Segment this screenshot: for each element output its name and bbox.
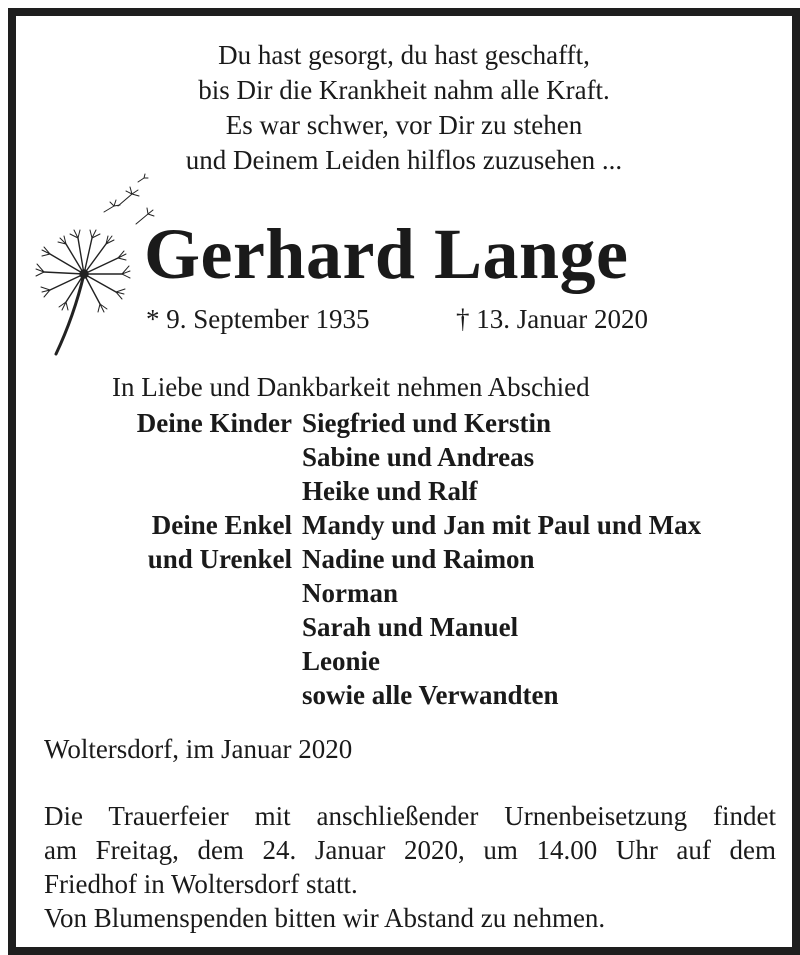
group-label-children: Deine Kinder: [136, 408, 292, 438]
poem-line: Es war schwer, vor Dir zu stehen: [225, 110, 583, 140]
family-name: sowie alle Verwandten: [302, 680, 559, 710]
family-name: Heike und Ralf: [302, 476, 478, 506]
dandelion-icon: [26, 166, 156, 356]
family-name: Siegfried und Kerstin: [302, 408, 552, 438]
death-date: † 13. Januar 2020: [456, 304, 648, 334]
group-label-grandchildren: Deine Enkel: [151, 510, 292, 540]
obituary-frame: [8, 8, 800, 955]
place-date: Woltersdorf, im Januar 2020: [44, 734, 353, 764]
group-label-great-grandchildren: und Urenkel: [147, 544, 292, 574]
family-name: Sabine und Andreas: [302, 442, 535, 472]
funeral-notice: [44, 799, 776, 935]
notice-line: am Freitag, dem 24. Januar 2020, um 14.00 Uhr auf dem: [44, 835, 776, 865]
deceased-name: Gerhard Lange: [144, 214, 629, 294]
family-name: Norman: [302, 578, 398, 608]
notice-line: Friedhof in Woltersdorf statt.: [44, 869, 358, 899]
poem-line: und Deinem Leiden hilflos zuzusehen ...: [185, 145, 623, 175]
notice-line: Die Trauerfeier mit anschließender Urnenbeisetzung findet: [44, 801, 776, 831]
poem: [16, 38, 792, 178]
poem-line: bis Dir die Krankheit nahm alle Kraft.: [198, 75, 610, 105]
family-name: Leonie: [302, 646, 380, 676]
farewell-intro: In Liebe und Dankbarkeit nehmen Abschied: [112, 372, 590, 402]
family-name: Nadine und Raimon: [302, 544, 535, 574]
notice-line: Von Blumenspenden bitten wir Abstand zu nehmen.: [44, 903, 606, 933]
family-name: Mandy und Jan mit Paul und Max: [302, 510, 702, 540]
family-name: Sarah und Manuel: [302, 612, 519, 642]
poem-line: Du hast gesorgt, du hast geschafft,: [218, 40, 590, 70]
birth-date: * 9. September 1935: [146, 304, 370, 334]
